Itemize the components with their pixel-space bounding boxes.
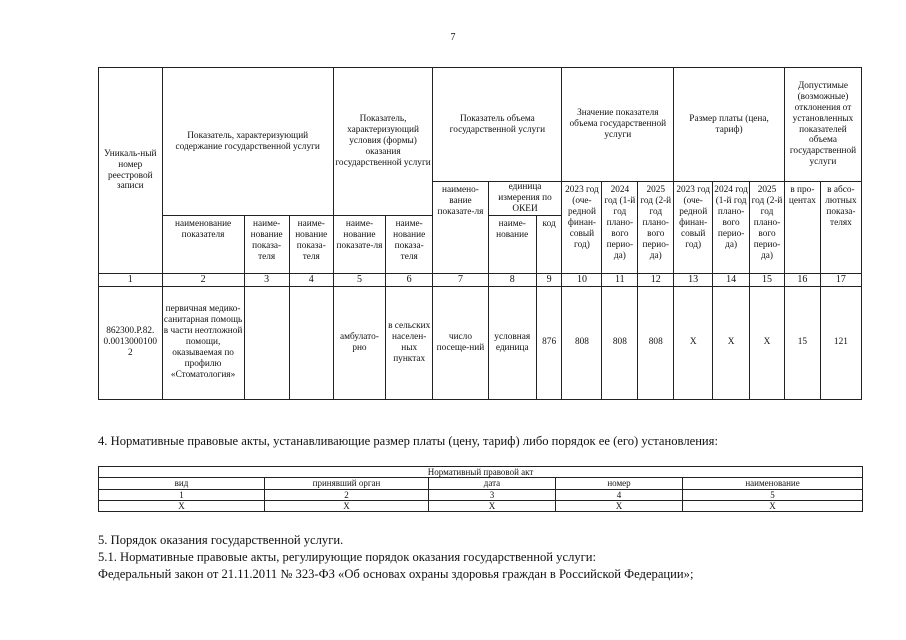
header-content-name-1: наименование показателя	[162, 216, 244, 274]
acts-column-number: 3	[429, 489, 556, 500]
acts-column-number: 5	[683, 489, 863, 500]
content-indicator-cell-2	[244, 286, 289, 399]
column-number: 5	[333, 274, 385, 287]
header-registry-number: Уникаль-ный номер реестровой записи	[99, 68, 163, 274]
acts-column-number: 2	[265, 489, 429, 500]
header-content-name-3: наиме-нование показа-теля	[289, 216, 333, 274]
column-number: 3	[244, 274, 289, 287]
column-number: 11	[602, 274, 638, 287]
value-2024-cell: 808	[602, 286, 638, 399]
deviation-absolute-cell: 121	[820, 286, 861, 399]
service-volume-table	[98, 67, 862, 400]
section-5-heading: 5. Порядок оказания государственной услуги.	[98, 533, 344, 547]
acts-value-cell: X	[265, 501, 429, 512]
value-2025-cell: 808	[638, 286, 674, 399]
fee-2024-cell: X	[713, 286, 750, 399]
value-2023-cell: 808	[562, 286, 602, 399]
column-number: 15	[750, 274, 785, 287]
column-number: 7	[433, 274, 488, 287]
column-number: 8	[488, 274, 536, 287]
section-4-heading: 4. Нормативные правовые акты, устанавливающие размер платы (цену, тариф) либо порядок ее (его) установления:	[98, 434, 718, 448]
volume-name-cell: число посеще-ний	[433, 286, 488, 399]
header-volume-value: Значение показателя объема государственной услуги	[562, 68, 674, 182]
condition-cell-1: амбулато-рно	[333, 286, 385, 399]
page-number: 7	[450, 32, 456, 43]
header-deviation: Допустимые (возможные) отклонения от установленных показателей объема государственной услуги	[784, 68, 861, 182]
table-row	[99, 501, 863, 512]
header-condition-indicator: Показатель, характеризующий условия (формы) оказания государственной услуги	[333, 68, 432, 216]
acts-value-cell: X	[99, 501, 265, 512]
header-fee: Размер платы (цена, тариф)	[674, 68, 785, 182]
acts-column-header: вид	[99, 478, 265, 489]
column-number: 12	[638, 274, 674, 287]
column-number: 16	[784, 274, 820, 287]
header-content-indicator: Показатель, характеризующий содержание государственной услуги	[162, 68, 333, 216]
header-fee-2023: 2023 год (оче-редной финан-совый год)	[674, 182, 713, 274]
fee-2023-cell: X	[674, 286, 713, 399]
column-number: 17	[820, 274, 861, 287]
column-number: 4	[289, 274, 333, 287]
acts-column-number: 4	[556, 489, 683, 500]
fee-2025-cell: X	[750, 286, 785, 399]
acts-column-header: номер	[556, 478, 683, 489]
header-volume-name: наимено-вание показате-ля	[433, 182, 488, 274]
column-number: 1	[99, 274, 163, 287]
header-fee-2025: 2025 год (2-й год плано-вого перио-да)	[750, 182, 785, 274]
federal-law-reference: Федеральный закон от 21.11.2011 № 323-ФЗ «Об основах охраны здоровья граждан в Российской Федерации»;	[98, 567, 694, 581]
table-row	[99, 286, 862, 399]
column-number: 13	[674, 274, 713, 287]
acts-value-cell: X	[556, 501, 683, 512]
header-unit-name: наиме-нование	[488, 216, 536, 274]
acts-value-cell: X	[429, 501, 556, 512]
header-year-2025: 2025 год (2-й год плано-вого перио-да)	[638, 182, 674, 274]
condition-cell-2: в сельских населен-ных пунктах	[386, 286, 433, 399]
acts-column-header: дата	[429, 478, 556, 489]
content-indicator-cell: первичная медико-санитарная помощь в части неотложной помощи, оказываемая по профилю «Стоматология»	[162, 286, 244, 399]
registry-number-cell: 862300.Р.82.0.00130001002	[99, 286, 163, 399]
unit-code-cell: 876	[536, 286, 562, 399]
header-fee-2024: 2024 год (1-й год плано-вого перио-да)	[713, 182, 750, 274]
acts-value-cell: X	[683, 501, 863, 512]
column-number: 6	[386, 274, 433, 287]
deviation-percent-cell: 15	[784, 286, 820, 399]
header-deviation-percent: в про-центах	[784, 182, 820, 274]
section-5-1-heading: 5.1. Нормативные правовые акты, регулирующие порядок оказания государственной услуги:	[98, 550, 597, 564]
header-year-2024: 2024 год (1-й год плано-вого перио-да)	[602, 182, 638, 274]
column-number: 2	[162, 274, 244, 287]
header-volume-indicator: Показатель объема государственной услуги	[433, 68, 562, 182]
column-number: 9	[536, 274, 562, 287]
acts-column-header: наименование	[683, 478, 863, 489]
column-number: 14	[713, 274, 750, 287]
header-unit-code: код	[536, 216, 562, 274]
header-year-2023: 2023 год (оче-редной финан-совый год)	[562, 182, 602, 274]
acts-column-header: принявший орган	[265, 478, 429, 489]
column-number: 10	[562, 274, 602, 287]
header-condition-name-1: наиме-нование показате-ля	[333, 216, 385, 274]
header-content-name-2: наиме-нование показа-теля	[244, 216, 289, 274]
header-deviation-absolute: в абсо-лютных показа-телях	[820, 182, 861, 274]
unit-name-cell: условная единица	[488, 286, 536, 399]
content-indicator-cell-3	[289, 286, 333, 399]
header-unit: единица измерения по ОКЕИ	[488, 182, 562, 216]
header-condition-name-2: наиме-нование показа-теля	[386, 216, 433, 274]
normative-acts-table	[98, 466, 863, 512]
acts-table-title: Нормативный правовой акт	[99, 467, 863, 478]
acts-column-number: 1	[99, 489, 265, 500]
